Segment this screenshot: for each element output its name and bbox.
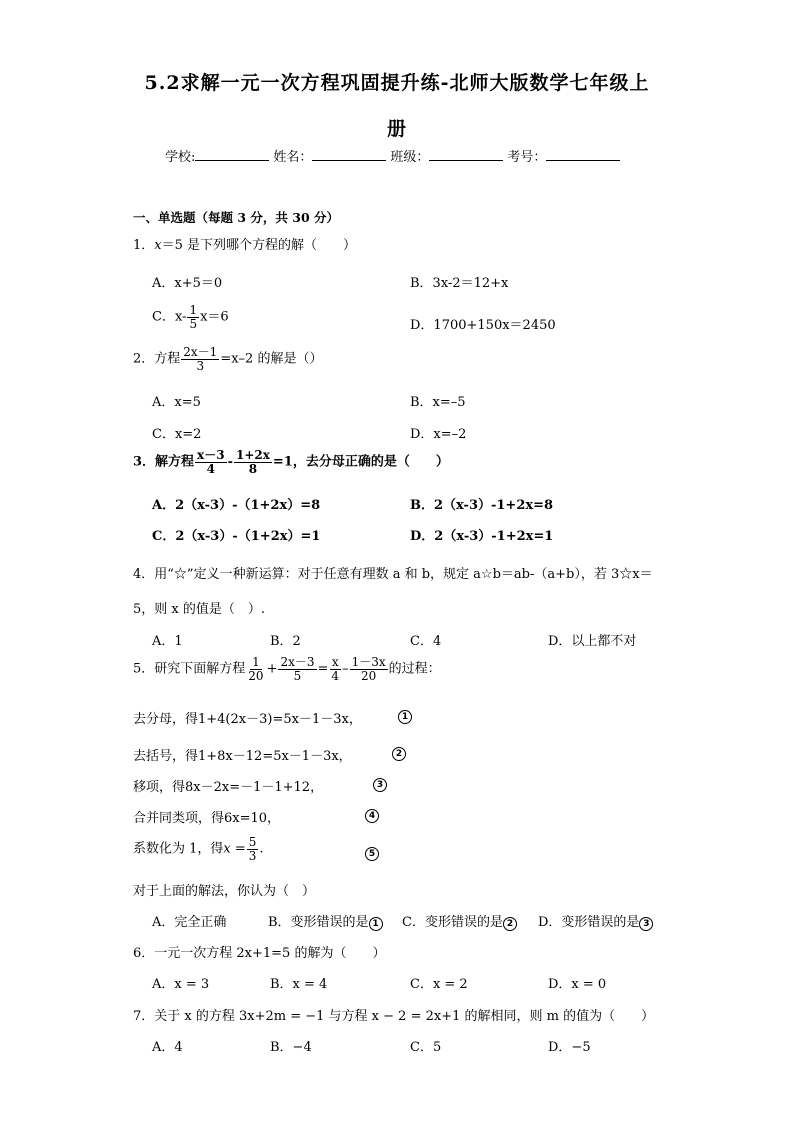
q5-f1-num: 1	[252, 655, 260, 669]
q1-c-den: 5	[189, 316, 198, 331]
q5-step-4-marker	[365, 807, 379, 823]
q2-option-c[interactable]: C．x=2	[152, 427, 202, 442]
q5-s5-var: x =	[223, 841, 246, 857]
q5-eq: =	[317, 661, 329, 677]
q5-step-4: 合并同类项，得6x=10，	[133, 811, 281, 826]
q5-fraction-1	[246, 656, 265, 682]
q1-c-text-2: x＝6	[200, 309, 229, 325]
q2-text: 2．方程	[133, 351, 181, 367]
q5-f3-num: x	[331, 655, 339, 669]
question-4-stem: 4．用“☆”定义一种新运算：对于任意有理数 a 和 b，规定 a☆b＝ab-（a+b），若 3☆x＝	[133, 567, 653, 582]
q4-option-b[interactable]: B．2	[270, 634, 301, 649]
document-title: 5.2求解一元一次方程巩固提升练-北师大版数学七年级上	[144, 72, 650, 94]
q5-f2-num: 2x－3	[280, 655, 315, 669]
circled-number-icon: 3	[639, 917, 653, 931]
q1-c-num: 1	[189, 303, 198, 317]
q7-option-c[interactable]: C．5	[410, 1040, 442, 1055]
q5-f3-den: 4	[331, 668, 340, 683]
q5-step-2-marker	[392, 745, 406, 761]
number-label: 考号：	[507, 150, 547, 165]
q7-option-b[interactable]: B．−4	[270, 1040, 312, 1055]
circled-number-icon: 2	[392, 747, 406, 761]
q3-text-2: =1，去分母正确的是（ ）	[272, 454, 449, 470]
question-6-stem: 6．一元一次方程 2x+1=5 的解为（ ）	[133, 946, 386, 961]
q5-minus: –	[342, 661, 349, 677]
q6-option-b[interactable]: B．x = 4	[270, 977, 328, 992]
question-1-stem	[133, 234, 356, 253]
q3-text: 3．解方程	[133, 454, 195, 470]
q5-b-text: B．变形错误的是	[268, 915, 369, 930]
q5-option-a[interactable]: A．完全正确	[152, 915, 227, 930]
question-3-stem	[133, 449, 449, 475]
q4-option-d[interactable]: D．以上都不对	[548, 634, 637, 649]
q1-var: x	[154, 238, 162, 253]
q1-option-d[interactable]: D．1700+150x＝2450	[410, 318, 556, 333]
name-field[interactable]	[312, 148, 386, 161]
q5-f4-den: 20	[360, 668, 377, 683]
student-info-line	[165, 146, 624, 165]
q3-fraction-2	[234, 449, 272, 475]
q5-c-text: C．变形错误的是	[402, 915, 503, 930]
circled-number-icon: 5	[365, 847, 379, 861]
q5-step-2: 去括号，得1+8x－12=5x－1－3x，	[133, 749, 352, 764]
q2-den: 3	[196, 358, 205, 373]
q3-f2-num: 1+2x	[235, 448, 270, 462]
q5-text-2: 的过程：	[388, 661, 441, 677]
q5-s5-den: 3	[248, 848, 257, 863]
circled-number-icon: 2	[503, 917, 517, 931]
name-label: 姓名：	[273, 150, 313, 165]
q5-fraction-4	[350, 656, 388, 682]
q3-option-c[interactable]: C．2（x-3）-（1+2x）=1	[152, 529, 321, 544]
q2-fraction	[181, 346, 219, 372]
q5-plus: +	[266, 661, 278, 677]
q1-option-a[interactable]: A．x+5＝0	[152, 276, 223, 291]
q6-option-d[interactable]: D．x = 0	[548, 977, 607, 992]
q2-text-2: =x–2 的解是（）	[220, 351, 323, 367]
q1-option-c[interactable]	[152, 304, 229, 330]
number-field[interactable]	[546, 148, 620, 161]
q5-option-c[interactable]	[402, 911, 517, 931]
q5-step-3: 移项，得8x－2x=－1－1+12，	[133, 780, 324, 795]
q5-f2-den: 5	[293, 668, 302, 683]
q7-option-a[interactable]: A．4	[152, 1040, 183, 1055]
circled-number-icon: 1	[369, 917, 383, 931]
section-heading: 一、单选题（每题 3 分，共 30 分）	[133, 210, 340, 225]
q2-option-d[interactable]: D．x=–2	[410, 427, 467, 442]
school-label: 学校:	[165, 150, 196, 165]
circled-number-icon: 3	[373, 778, 387, 792]
q7-option-d[interactable]: D．−5	[548, 1040, 591, 1055]
circled-number-icon: 4	[365, 809, 379, 823]
circled-number-icon: 1	[398, 710, 412, 724]
q1-option-b[interactable]: B．3x-2＝12+x	[410, 276, 509, 291]
q5-s5-num: 5	[248, 835, 257, 849]
q5-option-b[interactable]	[268, 911, 383, 931]
question-2-stem	[133, 346, 322, 372]
question-5-stem	[133, 656, 441, 682]
q3-f1-num: x－3	[197, 448, 225, 462]
q1-number: 1．	[133, 238, 155, 253]
q3-fraction-1	[195, 449, 227, 475]
q2-option-a[interactable]: A．x=5	[152, 395, 201, 410]
q3-f1-den: 4	[206, 461, 215, 476]
class-field[interactable]	[429, 148, 503, 161]
question-7-stem: 7．关于 x 的方程 3x+2m = −1 与方程 x − 2 = 2x+1 的解相同，则 m 的值为（ ）	[133, 1009, 655, 1024]
q5-s5-text: 系数化为 1，得	[133, 841, 224, 857]
q5-f4-num: 1－3x	[351, 655, 386, 669]
q4-option-c[interactable]: C．4	[410, 634, 442, 649]
q6-option-c[interactable]: C．x = 2	[410, 977, 468, 992]
q5-step-5	[133, 836, 264, 862]
document-title-continued: 册	[386, 118, 407, 140]
q5-ask: 对于上面的解法，你认为（ ）	[133, 884, 316, 899]
q5-step-1: 去分母，得1+4(2x－3)=5x－1－3x，	[133, 712, 362, 727]
q5-step-5-marker	[365, 845, 379, 861]
q5-option-d[interactable]	[538, 911, 653, 931]
q2-option-b[interactable]: B．x=–5	[410, 395, 466, 410]
q5-d-text: D．变形错误的是	[538, 915, 640, 930]
q3-minus: -	[227, 454, 233, 470]
q3-option-a[interactable]: A．2（x-3）-（1+2x）=8	[152, 498, 321, 513]
q1-c-text: C．x-	[152, 309, 187, 325]
q5-text: 5．研究下面解方程	[133, 661, 246, 677]
class-label: 班级：	[390, 150, 430, 165]
q1-c-fraction	[187, 304, 199, 330]
q3-option-d[interactable]: D．2（x-3）-1+2x=1	[410, 529, 554, 544]
q5-s5-fraction	[247, 836, 259, 862]
question-4-stem-continued: 5，则 x 的值是（ ）.	[133, 602, 265, 617]
school-field[interactable]	[195, 148, 269, 161]
q5-fraction-3	[329, 656, 341, 682]
q3-f2-den: 8	[248, 461, 258, 476]
q5-s5-period: .	[259, 841, 264, 857]
q5-step-3-marker	[373, 776, 387, 792]
q4-option-a[interactable]: A．1	[152, 634, 183, 649]
q5-f1-den: 20	[248, 668, 264, 683]
q3-option-b[interactable]: B．2（x-3）-1+2x=8	[410, 498, 554, 513]
q6-option-a[interactable]: A．x = 3	[152, 977, 210, 992]
q5-step-1-marker	[398, 708, 412, 724]
q1-text: ＝5 是下列哪个方程的解（ ）	[161, 238, 357, 253]
q5-fraction-2	[278, 656, 316, 682]
q2-num: 2x－1	[183, 345, 218, 359]
